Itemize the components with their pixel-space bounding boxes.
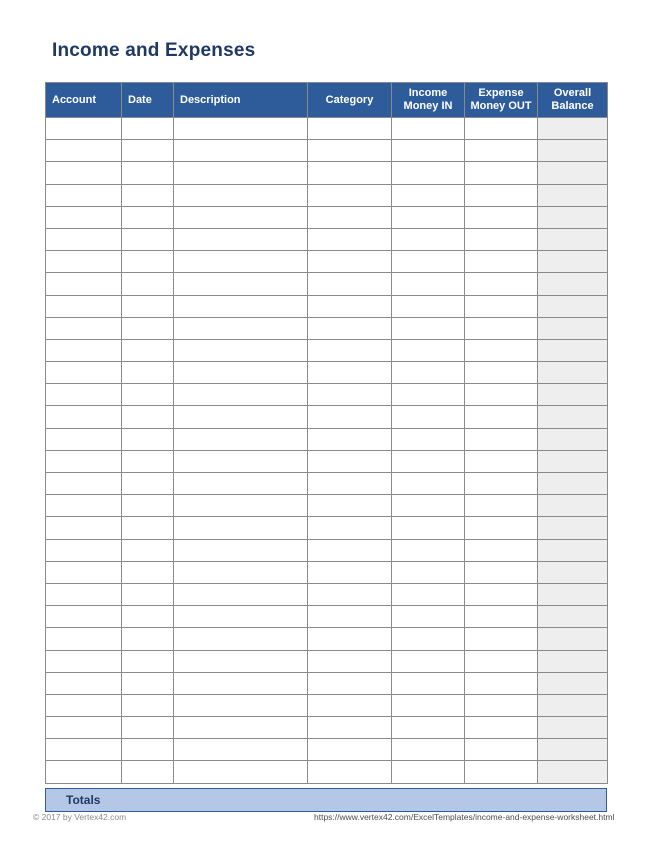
cell-description[interactable] xyxy=(174,517,308,539)
cell-category[interactable] xyxy=(308,339,392,361)
cell-balance xyxy=(538,539,608,561)
cell-date[interactable] xyxy=(122,672,174,694)
cell-description[interactable] xyxy=(174,450,308,472)
table-row xyxy=(46,583,608,605)
totals-label: Totals xyxy=(66,792,101,807)
cell-account[interactable] xyxy=(46,206,122,228)
cell-category[interactable] xyxy=(308,317,392,339)
cell-description[interactable] xyxy=(174,273,308,295)
cell-balance xyxy=(538,184,608,206)
cell-balance xyxy=(538,694,608,716)
cell-date[interactable] xyxy=(122,628,174,650)
cell-account[interactable] xyxy=(46,228,122,250)
cell-balance xyxy=(538,251,608,273)
cell-income[interactable] xyxy=(392,140,465,162)
column-header-balance-line1: Overall xyxy=(553,87,592,100)
table-header-row xyxy=(46,83,608,118)
column-header-income-line2: Money IN xyxy=(403,100,453,112)
cell-description[interactable] xyxy=(174,650,308,672)
copyright-notice: © 2017 by Vertex42.com xyxy=(33,812,127,822)
cell-expense[interactable] xyxy=(465,118,538,140)
cell-income[interactable] xyxy=(392,539,465,561)
cell-category[interactable] xyxy=(308,717,392,739)
cell-category[interactable] xyxy=(308,650,392,672)
cell-account[interactable] xyxy=(46,583,122,605)
column-header-date[interactable]: Date xyxy=(122,83,174,118)
cell-income[interactable] xyxy=(392,606,465,628)
cell-balance xyxy=(538,428,608,450)
cell-expense[interactable] xyxy=(465,561,538,583)
cell-expense[interactable] xyxy=(465,628,538,650)
table-row xyxy=(46,118,608,140)
cell-income[interactable] xyxy=(392,761,465,783)
table-row xyxy=(46,317,608,339)
cell-income[interactable] xyxy=(392,184,465,206)
table-row xyxy=(46,606,608,628)
income-expense-table-wrapper xyxy=(45,82,607,812)
cell-income[interactable] xyxy=(392,495,465,517)
cell-balance xyxy=(538,273,608,295)
cell-date[interactable] xyxy=(122,428,174,450)
cell-balance xyxy=(538,295,608,317)
table-row xyxy=(46,251,608,273)
cell-balance xyxy=(538,761,608,783)
cell-expense[interactable] xyxy=(465,606,538,628)
cell-balance xyxy=(538,140,608,162)
cell-date[interactable] xyxy=(122,206,174,228)
cell-date[interactable] xyxy=(122,118,174,140)
cell-description[interactable] xyxy=(174,761,308,783)
cell-description[interactable] xyxy=(174,694,308,716)
cell-description[interactable] xyxy=(174,140,308,162)
cell-date[interactable] xyxy=(122,295,174,317)
cell-income[interactable] xyxy=(392,650,465,672)
cell-description[interactable] xyxy=(174,162,308,184)
cell-description[interactable] xyxy=(174,228,308,250)
table-row xyxy=(46,761,608,783)
cell-category[interactable] xyxy=(308,583,392,605)
cell-category[interactable] xyxy=(308,495,392,517)
cell-balance xyxy=(538,495,608,517)
column-header-category[interactable]: Category xyxy=(308,83,392,118)
cell-category[interactable] xyxy=(308,406,392,428)
cell-category[interactable] xyxy=(308,228,392,250)
cell-expense[interactable] xyxy=(465,406,538,428)
cell-account[interactable] xyxy=(46,362,122,384)
cell-description[interactable] xyxy=(174,339,308,361)
cell-date[interactable] xyxy=(122,473,174,495)
footer-url[interactable]: https://www.vertex42.com/ExcelTemplates/income-and-expense-worksheet.html xyxy=(314,812,615,822)
cell-income[interactable] xyxy=(392,317,465,339)
cell-income[interactable] xyxy=(392,206,465,228)
cell-balance xyxy=(538,206,608,228)
cell-category[interactable] xyxy=(308,761,392,783)
column-header-expense-line1: Expense xyxy=(478,87,524,100)
cell-expense[interactable] xyxy=(465,539,538,561)
cell-balance xyxy=(538,384,608,406)
cell-account[interactable] xyxy=(46,739,122,761)
table-row xyxy=(46,428,608,450)
cell-account[interactable] xyxy=(46,295,122,317)
cell-expense[interactable] xyxy=(465,206,538,228)
cell-expense[interactable] xyxy=(465,517,538,539)
cell-date[interactable] xyxy=(122,273,174,295)
cell-expense[interactable] xyxy=(465,650,538,672)
column-header-income[interactable] xyxy=(392,83,465,118)
cell-income[interactable] xyxy=(392,162,465,184)
cell-description[interactable] xyxy=(174,251,308,273)
cell-income[interactable] xyxy=(392,273,465,295)
cell-category[interactable] xyxy=(308,539,392,561)
cell-account[interactable] xyxy=(46,606,122,628)
cell-expense[interactable] xyxy=(465,583,538,605)
cell-description[interactable] xyxy=(174,362,308,384)
table-row xyxy=(46,628,608,650)
cell-balance xyxy=(538,406,608,428)
cell-category[interactable] xyxy=(308,561,392,583)
cell-expense[interactable] xyxy=(465,339,538,361)
cell-date[interactable] xyxy=(122,583,174,605)
cell-income[interactable] xyxy=(392,517,465,539)
table-row xyxy=(46,495,608,517)
cell-income[interactable] xyxy=(392,228,465,250)
cell-account[interactable] xyxy=(46,694,122,716)
cell-date[interactable] xyxy=(122,339,174,361)
column-header-expense-line2: Money OUT xyxy=(470,100,532,112)
cell-account[interactable] xyxy=(46,495,122,517)
cell-account[interactable] xyxy=(46,251,122,273)
cell-account[interactable] xyxy=(46,273,122,295)
column-header-balance-line2: Balance xyxy=(551,100,594,112)
table-row xyxy=(46,162,608,184)
cell-date[interactable] xyxy=(122,561,174,583)
cell-date[interactable] xyxy=(122,517,174,539)
cell-income[interactable] xyxy=(392,739,465,761)
cell-date[interactable] xyxy=(122,406,174,428)
cell-date[interactable] xyxy=(122,650,174,672)
cell-expense[interactable] xyxy=(465,251,538,273)
cell-income[interactable] xyxy=(392,450,465,472)
cell-expense[interactable] xyxy=(465,694,538,716)
cell-balance xyxy=(538,739,608,761)
cell-balance xyxy=(538,717,608,739)
cell-date[interactable] xyxy=(122,761,174,783)
cell-account[interactable] xyxy=(46,561,122,583)
cell-expense[interactable] xyxy=(465,761,538,783)
page-title: Income and Expenses xyxy=(52,40,256,61)
cell-expense[interactable] xyxy=(465,428,538,450)
table-row xyxy=(46,650,608,672)
table-row xyxy=(46,184,608,206)
cell-description[interactable] xyxy=(174,206,308,228)
cell-expense[interactable] xyxy=(465,473,538,495)
cell-description[interactable] xyxy=(174,717,308,739)
cell-category[interactable] xyxy=(308,384,392,406)
cell-balance xyxy=(538,583,608,605)
table-row xyxy=(46,228,608,250)
cell-balance xyxy=(538,317,608,339)
column-header-balance[interactable] xyxy=(538,83,608,118)
table-row xyxy=(46,295,608,317)
cell-balance xyxy=(538,606,608,628)
cell-category[interactable] xyxy=(308,450,392,472)
cell-income[interactable] xyxy=(392,251,465,273)
cell-description[interactable] xyxy=(174,428,308,450)
cell-expense[interactable] xyxy=(465,450,538,472)
cell-category[interactable] xyxy=(308,140,392,162)
cell-date[interactable] xyxy=(122,450,174,472)
cell-income[interactable] xyxy=(392,362,465,384)
cell-balance xyxy=(538,672,608,694)
table-row xyxy=(46,339,608,361)
cell-date[interactable] xyxy=(122,317,174,339)
cell-balance xyxy=(538,450,608,472)
cell-date[interactable] xyxy=(122,694,174,716)
table-row xyxy=(46,384,608,406)
cell-category[interactable] xyxy=(308,295,392,317)
cell-balance xyxy=(538,628,608,650)
cell-date[interactable] xyxy=(122,251,174,273)
cell-date[interactable] xyxy=(122,384,174,406)
cell-account[interactable] xyxy=(46,162,122,184)
cell-description[interactable] xyxy=(174,672,308,694)
cell-description[interactable] xyxy=(174,739,308,761)
page-footer xyxy=(0,812,657,842)
cell-description[interactable] xyxy=(174,184,308,206)
cell-date[interactable] xyxy=(122,184,174,206)
cell-category[interactable] xyxy=(308,606,392,628)
cell-date[interactable] xyxy=(122,606,174,628)
cell-account[interactable] xyxy=(46,184,122,206)
cell-account[interactable] xyxy=(46,717,122,739)
cell-category[interactable] xyxy=(308,473,392,495)
cell-expense[interactable] xyxy=(465,140,538,162)
cell-description[interactable] xyxy=(174,295,308,317)
cell-category[interactable] xyxy=(308,672,392,694)
cell-expense[interactable] xyxy=(465,384,538,406)
cell-income[interactable] xyxy=(392,583,465,605)
cell-description[interactable] xyxy=(174,628,308,650)
income-expense-table xyxy=(45,82,608,784)
cell-date[interactable] xyxy=(122,228,174,250)
cell-expense[interactable] xyxy=(465,495,538,517)
cell-income[interactable] xyxy=(392,717,465,739)
cell-balance xyxy=(538,650,608,672)
cell-expense[interactable] xyxy=(465,273,538,295)
cell-category[interactable] xyxy=(308,184,392,206)
table-row xyxy=(46,539,608,561)
cell-date[interactable] xyxy=(122,539,174,561)
cell-balance xyxy=(538,162,608,184)
cell-category[interactable] xyxy=(308,118,392,140)
cell-income[interactable] xyxy=(392,628,465,650)
table-row xyxy=(46,561,608,583)
cell-description[interactable] xyxy=(174,384,308,406)
column-header-expense[interactable] xyxy=(465,83,538,118)
table-row xyxy=(46,206,608,228)
cell-category[interactable] xyxy=(308,206,392,228)
cell-account[interactable] xyxy=(46,539,122,561)
cell-income[interactable] xyxy=(392,428,465,450)
cell-income[interactable] xyxy=(392,295,465,317)
cell-category[interactable] xyxy=(308,517,392,539)
cell-account[interactable] xyxy=(46,406,122,428)
cell-date[interactable] xyxy=(122,717,174,739)
cell-category[interactable] xyxy=(308,694,392,716)
cell-account[interactable] xyxy=(46,317,122,339)
cell-date[interactable] xyxy=(122,362,174,384)
cell-balance xyxy=(538,473,608,495)
cell-expense[interactable] xyxy=(465,228,538,250)
table-row xyxy=(46,473,608,495)
cell-description[interactable] xyxy=(174,317,308,339)
cell-income[interactable] xyxy=(392,473,465,495)
cell-account[interactable] xyxy=(46,339,122,361)
cell-expense[interactable] xyxy=(465,184,538,206)
table-row xyxy=(46,140,608,162)
cell-expense[interactable] xyxy=(465,295,538,317)
cell-account[interactable] xyxy=(46,450,122,472)
cell-balance xyxy=(538,362,608,384)
cell-expense[interactable] xyxy=(465,739,538,761)
cell-category[interactable] xyxy=(308,251,392,273)
cell-description[interactable] xyxy=(174,473,308,495)
cell-income[interactable] xyxy=(392,672,465,694)
table-row xyxy=(46,273,608,295)
cell-income[interactable] xyxy=(392,384,465,406)
cell-account[interactable] xyxy=(46,650,122,672)
cell-account[interactable] xyxy=(46,118,122,140)
table-body xyxy=(46,118,608,784)
table-row xyxy=(46,362,608,384)
cell-description[interactable] xyxy=(174,495,308,517)
cell-category[interactable] xyxy=(308,362,392,384)
column-header-income-line1: Income xyxy=(408,87,448,100)
cell-category[interactable] xyxy=(308,739,392,761)
cell-description[interactable] xyxy=(174,539,308,561)
cell-income[interactable] xyxy=(392,406,465,428)
cell-balance xyxy=(538,339,608,361)
totals-row xyxy=(45,788,607,812)
cell-description[interactable] xyxy=(174,406,308,428)
cell-expense[interactable] xyxy=(465,672,538,694)
cell-income[interactable] xyxy=(392,694,465,716)
cell-description[interactable] xyxy=(174,583,308,605)
table-row xyxy=(46,672,608,694)
cell-expense[interactable] xyxy=(465,717,538,739)
cell-category[interactable] xyxy=(308,628,392,650)
cell-balance xyxy=(538,517,608,539)
cell-account[interactable] xyxy=(46,517,122,539)
cell-balance xyxy=(538,118,608,140)
cell-description[interactable] xyxy=(174,561,308,583)
cell-description[interactable] xyxy=(174,606,308,628)
cell-account[interactable] xyxy=(46,628,122,650)
column-header-account[interactable]: Account xyxy=(46,83,122,118)
cell-date[interactable] xyxy=(122,495,174,517)
table-row xyxy=(46,517,608,539)
cell-balance xyxy=(538,228,608,250)
cell-account[interactable] xyxy=(46,428,122,450)
cell-expense[interactable] xyxy=(465,362,538,384)
cell-category[interactable] xyxy=(308,162,392,184)
table-row xyxy=(46,717,608,739)
column-header-description[interactable]: Description xyxy=(174,83,308,118)
cell-expense[interactable] xyxy=(465,162,538,184)
cell-date[interactable] xyxy=(122,140,174,162)
cell-date[interactable] xyxy=(122,739,174,761)
table-row xyxy=(46,739,608,761)
cell-category[interactable] xyxy=(308,273,392,295)
cell-income[interactable] xyxy=(392,561,465,583)
cell-account[interactable] xyxy=(46,761,122,783)
cell-balance xyxy=(538,561,608,583)
cell-income[interactable] xyxy=(392,339,465,361)
cell-expense[interactable] xyxy=(465,317,538,339)
cell-income[interactable] xyxy=(392,118,465,140)
cell-account[interactable] xyxy=(46,140,122,162)
cell-account[interactable] xyxy=(46,384,122,406)
table-row xyxy=(46,694,608,716)
cell-date[interactable] xyxy=(122,162,174,184)
cell-description[interactable] xyxy=(174,118,308,140)
cell-account[interactable] xyxy=(46,473,122,495)
cell-category[interactable] xyxy=(308,428,392,450)
table-row xyxy=(46,406,608,428)
cell-account[interactable] xyxy=(46,672,122,694)
table-row xyxy=(46,450,608,472)
